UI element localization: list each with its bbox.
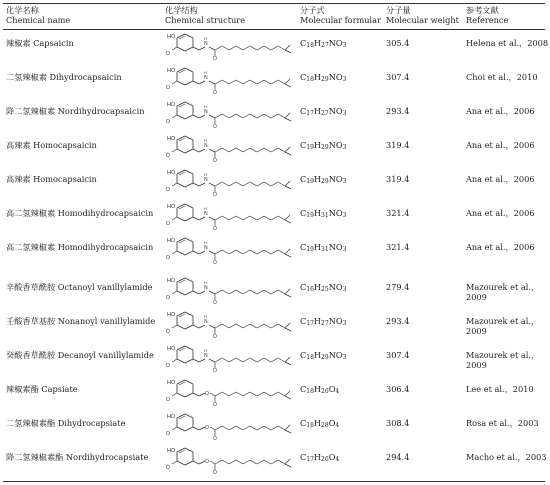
header-reference-zh: 参考文献: [466, 5, 499, 15]
svg-text:O: O: [213, 436, 217, 440]
svg-text:O: O: [213, 90, 217, 94]
header-weight-en: Molecular weight: [386, 15, 459, 25]
header-name-zh: 化学名称: [6, 5, 39, 15]
svg-text:HO: HO: [167, 34, 176, 40]
molecular-weight: 319.4: [386, 140, 410, 150]
molecular-formula: $C_{19}H_{29}NO_3$: [300, 174, 347, 185]
reference-line-1: Ana et al.，2006: [466, 242, 535, 252]
svg-text:H: H: [204, 206, 207, 211]
svg-text:O: O: [205, 425, 209, 431]
bottom-rule: [3, 481, 545, 482]
svg-text:O: O: [213, 56, 217, 60]
svg-text:O: O: [213, 300, 217, 304]
header-formula: [300, 5, 381, 25]
svg-text:O: O: [213, 124, 217, 128]
reference-line-1: Mazourek et al.，: [466, 316, 540, 326]
svg-text:N: N: [204, 41, 208, 47]
chemical-structure-drawing: [165, 200, 295, 230]
reference-line-2: 2009: [466, 360, 487, 370]
chemical-name: 二氢辣椒素酯 Dihydrocapsiate: [6, 418, 126, 428]
svg-text:N: N: [204, 143, 208, 149]
reference-line-1: Ana et al.，2006: [466, 140, 535, 150]
molecular-weight: 293.4: [386, 316, 410, 326]
svg-text:H: H: [204, 280, 207, 285]
chemical-name: 高辣素 Homocapsaicin: [6, 174, 97, 184]
molecular-formula: $C_{18}H_{29}NO_3$: [300, 72, 347, 83]
svg-text:HO: HO: [167, 170, 176, 176]
chemical-structure-drawing: [165, 166, 295, 196]
svg-text:H: H: [204, 36, 207, 41]
reference-line-1: Macho et al.，2003: [466, 452, 547, 462]
molecular-formula: $C_{18}H_{26}O_4$: [300, 384, 340, 395]
molecular-weight: 293.4: [386, 106, 410, 116]
svg-text:H: H: [204, 104, 207, 109]
svg-text:O: O: [166, 329, 170, 335]
reference: [466, 384, 534, 394]
svg-text:O: O: [205, 459, 209, 465]
svg-text:HO: HO: [167, 238, 176, 244]
svg-text:O: O: [166, 85, 170, 91]
header-structure-zh: 化学结构: [165, 5, 198, 15]
header-weight: [386, 5, 459, 25]
svg-text:N: N: [204, 245, 208, 251]
svg-text:HO: HO: [167, 204, 176, 210]
header-reference: [466, 5, 508, 25]
header-reference-en: Reference: [466, 15, 509, 25]
molecular-weight: 305.4: [386, 38, 410, 48]
svg-text:O: O: [166, 397, 170, 403]
chemical-name: 高二氢辣椒素 Homodihydrocapsaicin: [6, 208, 154, 218]
chemical-structure-drawing: [165, 64, 295, 94]
chemical-name: 高二氢辣椒素 Homodihydrocapsaicin: [6, 242, 154, 252]
molecular-weight: 321.4: [386, 242, 410, 252]
reference-line-1: Lee et al.，2010: [466, 384, 534, 394]
reference: [466, 72, 538, 82]
svg-text:H: H: [204, 314, 207, 319]
reference-line-1: Ana et al.，2006: [466, 174, 535, 184]
reference: [466, 38, 548, 48]
reference-line-1: Choi et al.，2010: [466, 72, 538, 82]
svg-text:HO: HO: [167, 312, 176, 318]
svg-text:H: H: [204, 348, 207, 353]
svg-text:O: O: [166, 221, 170, 227]
molecular-formula: $C_{19}H_{29}NO_3$: [300, 140, 347, 151]
molecular-weight: 294.4: [386, 452, 410, 462]
svg-text:O: O: [213, 260, 217, 264]
molecular-weight: 306.4: [386, 384, 410, 394]
reference-line-2: 2009: [466, 292, 487, 302]
svg-text:N: N: [204, 75, 208, 81]
chemical-structure-drawing: [165, 274, 295, 304]
chemical-structure-drawing: [165, 98, 295, 128]
header-formula-zh: 分子式: [300, 5, 325, 15]
chemical-name: 癸酸香草酰胺 Decanoyl vanillylamide: [6, 350, 154, 360]
chemical-structure-drawing: [165, 444, 295, 474]
reference: [466, 208, 535, 218]
reference: [466, 106, 535, 116]
reference-line-1: Rosa et al.，2003: [466, 418, 539, 428]
chemical-name: 二氢辣椒素 Dihydrocapsaicin: [6, 72, 122, 82]
header-name-en: Chemical name: [6, 15, 71, 25]
chemical-structure-drawing: [165, 410, 295, 440]
svg-text:N: N: [204, 285, 208, 291]
reference-line-1: Helena et al.，2008: [466, 38, 549, 48]
svg-text:O: O: [213, 158, 217, 162]
reference: [466, 174, 535, 184]
molecular-formula: $C_{18}H_{27}NO_3$: [300, 38, 347, 49]
molecular-weight: 319.4: [386, 174, 410, 184]
chemical-structure-drawing: [165, 132, 295, 162]
chemical-structure-drawing: [165, 30, 295, 60]
chemical-structure-drawing: [165, 376, 295, 406]
svg-text:O: O: [166, 431, 170, 437]
reference: [466, 350, 539, 370]
svg-text:HO: HO: [167, 448, 176, 454]
molecular-weight: 321.4: [386, 208, 410, 218]
molecular-formula: $C_{17}H_{26}O_4$: [300, 452, 340, 463]
molecular-weight: 279.4: [386, 282, 410, 292]
svg-text:HO: HO: [167, 68, 176, 74]
chemical-name: 降二氢辣椒素 Nordihydrocapsaicin: [6, 106, 145, 116]
reference: [466, 242, 535, 252]
svg-text:HO: HO: [167, 102, 176, 108]
svg-text:H: H: [204, 138, 207, 143]
chemical-name: 高辣素 Homocapsaicin: [6, 140, 97, 150]
reference-line-1: Mazourek et al.，: [466, 350, 540, 360]
chemical-name: 辛酸香草酰胺 Octanoyl vanillylamide: [6, 282, 153, 292]
svg-text:O: O: [166, 119, 170, 125]
reference-line-1: Ana et al.，2006: [466, 106, 535, 116]
chemical-name: 辣椒素酯 Capsiate: [6, 384, 78, 394]
reference-line-1: Ana et al.，2006: [466, 208, 535, 218]
reference: [466, 452, 547, 462]
molecular-formula: $C_{17}H_{27}NO_3$: [300, 106, 347, 117]
molecular-formula: $C_{19}H_{31}NO_3$: [300, 242, 347, 253]
svg-text:O: O: [213, 226, 217, 230]
chemical-name: 降二氢辣椒素酯 Nordihydrocapsiate: [6, 452, 149, 462]
svg-text:O: O: [166, 295, 170, 301]
svg-text:O: O: [213, 368, 217, 372]
molecular-weight: 307.4: [386, 350, 410, 360]
svg-text:N: N: [204, 177, 208, 183]
chemical-name: 辣椒素 Capsaicin: [6, 38, 74, 48]
molecular-weight: 307.4: [386, 72, 410, 82]
top-rule: [3, 3, 545, 4]
svg-text:O: O: [213, 334, 217, 338]
chemical-structure-drawing: [165, 234, 295, 264]
molecular-formula: $C_{17}H_{27}NO_3$: [300, 316, 347, 327]
svg-text:O: O: [166, 255, 170, 261]
svg-text:O: O: [213, 402, 217, 406]
svg-text:N: N: [204, 353, 208, 359]
reference: [466, 140, 535, 150]
svg-text:O: O: [166, 51, 170, 57]
reference-line-1: Mazourek et al.，: [466, 282, 540, 292]
svg-text:O: O: [213, 192, 217, 196]
svg-text:N: N: [204, 211, 208, 217]
svg-text:O: O: [166, 153, 170, 159]
molecular-weight: 308.4: [386, 418, 410, 428]
header-structure-en: Chemical structure: [165, 15, 246, 25]
chemical-name: 壬酸香草基胺 Nonanoyl vanillylamide: [6, 316, 156, 326]
molecular-formula: $C_{18}H_{29}NO_3$: [300, 350, 347, 361]
svg-text:HO: HO: [167, 414, 176, 420]
svg-text:O: O: [166, 363, 170, 369]
reference: [466, 282, 539, 302]
header-structure: [165, 5, 245, 25]
chemical-structure-drawing: [165, 308, 295, 338]
molecular-formula: $C_{18}H_{28}O_4$: [300, 418, 340, 429]
svg-text:O: O: [166, 465, 170, 471]
svg-text:H: H: [204, 172, 207, 177]
svg-text:N: N: [204, 109, 208, 115]
header-weight-zh: 分子量: [386, 5, 411, 15]
svg-text:O: O: [166, 187, 170, 193]
header-formula-en: Molecular formular: [300, 15, 381, 25]
reference: [466, 418, 539, 428]
svg-text:N: N: [204, 319, 208, 325]
svg-text:HO: HO: [167, 380, 176, 386]
reference: [466, 316, 539, 336]
molecular-formula: $C_{16}H_{25}NO_3$: [300, 282, 347, 293]
svg-text:O: O: [213, 470, 217, 474]
header-name: [6, 5, 70, 25]
molecular-formula: $C_{19}H_{31}NO_3$: [300, 208, 347, 219]
svg-text:O: O: [205, 391, 209, 397]
svg-text:HO: HO: [167, 278, 176, 284]
svg-text:H: H: [204, 240, 207, 245]
svg-text:HO: HO: [167, 346, 176, 352]
chemical-structure-drawing: [165, 342, 295, 372]
reference-line-2: 2009: [466, 326, 487, 336]
svg-text:H: H: [204, 70, 207, 75]
svg-text:HO: HO: [167, 136, 176, 142]
